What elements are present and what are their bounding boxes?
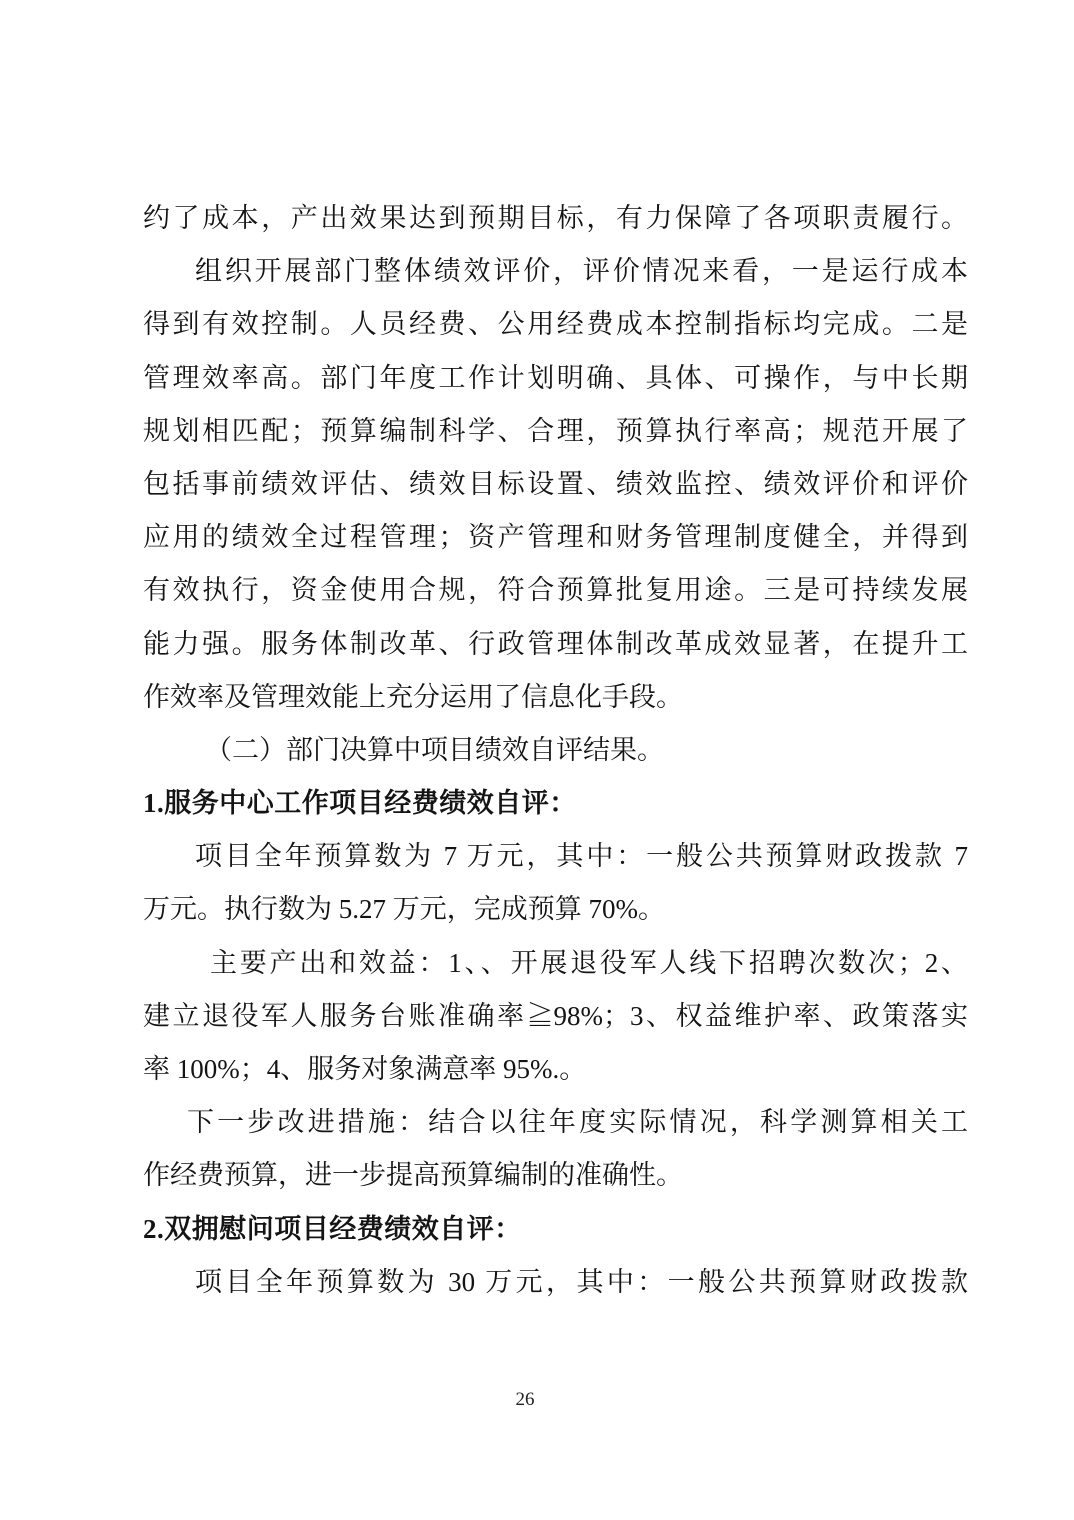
text-line: 规划相匹配；预算编制科学、合理，预算执行率高；规范开展了 <box>143 415 968 446</box>
text-line: （二）部门决算中项目绩效自评结果。 <box>205 734 664 765</box>
text-line: 建立退役军人服务台账准确率≧98%；3、权益维护率、政策落实 <box>143 1000 968 1031</box>
document-body <box>143 192 968 1309</box>
text-line: 应用的绩效全过程管理；资产管理和财务管理制度健全，并得到 <box>143 522 968 553</box>
heading-line: 2.双拥慰问项目经费绩效自评： <box>143 1213 522 1244</box>
text-line: 主要产出和效益：1、、开展退役军人线下招聘次数次；2、 <box>210 947 968 978</box>
text-line: 下一步改进措施：结合以往年度实际情况，科学测算相关工 <box>187 1107 968 1138</box>
text-line: 得到有效控制。人员经费、公用经费成本控制指标均完成。二是 <box>143 309 968 340</box>
text-line: 管理效率高。部门年度工作计划明确、具体、可操作，与中长期 <box>143 362 968 393</box>
page-number: 26 <box>515 1389 535 1410</box>
text-line: 组织开展部门整体绩效评价，评价情况来看，一是运行成本 <box>195 256 968 287</box>
text-line: 项目全年预算数为 30 万元，其中：一般公共预算财政拨款 <box>195 1266 968 1297</box>
text-line: 作经费预算，进一步提高预算编制的准确性。 <box>143 1160 683 1191</box>
heading-line: 1.服务中心工作项目经费绩效自评： <box>143 788 577 819</box>
text-line: 能力强。服务体制改革、行政管理体制改革成效显著，在提升工 <box>143 628 968 659</box>
text-line: 有效执行，资金使用合规，符合预算批复用途。三是可持续发展 <box>143 575 968 606</box>
text-line: 作效率及管理效能上充分运用了信息化手段。 <box>143 681 683 712</box>
text-line: 率 100%；4、服务对象满意率 95%.。 <box>143 1054 587 1084</box>
text-line: 包括事前绩效评估、绩效目标设置、绩效监控、绩效评价和评价 <box>143 468 968 499</box>
text-line: 约了成本，产出效果达到预期目标，有力保障了各项职责履行。 <box>143 203 968 233</box>
text-line: 项目全年预算数为 7 万元，其中：一般公共预算财政拨款 7 <box>195 841 968 872</box>
text-line: 万元。执行数为 5.27 万元，完成预算 70%。 <box>143 894 665 925</box>
